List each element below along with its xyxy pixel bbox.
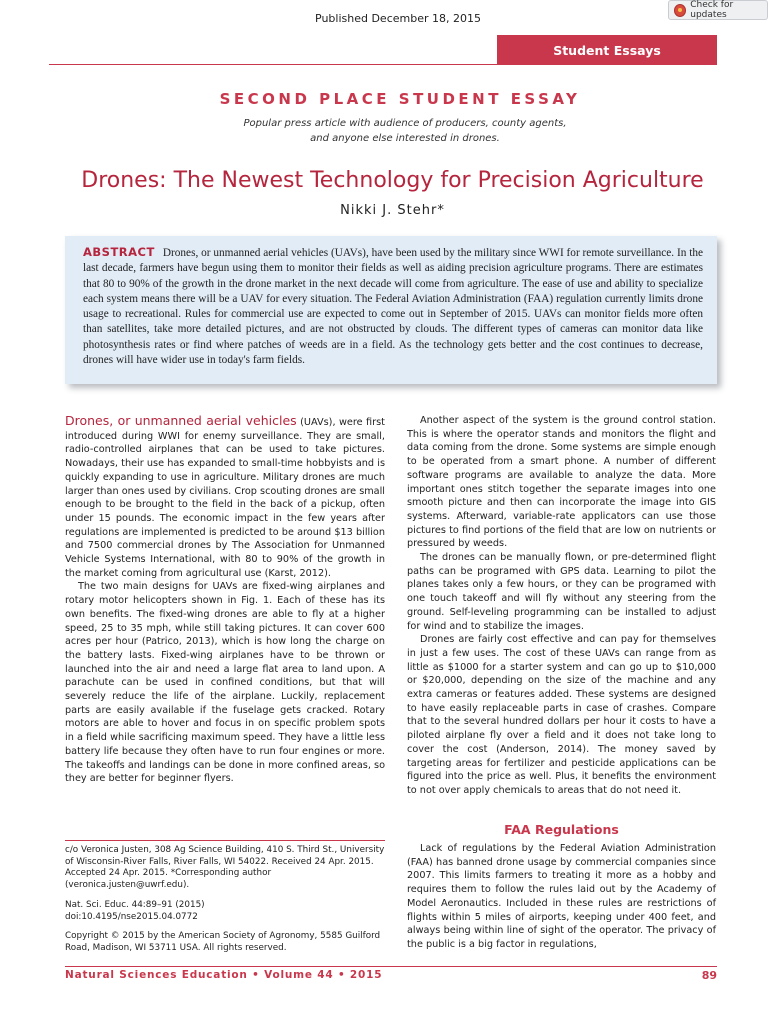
paragraph: Another aspect of the system is the ground control station. This is where the operator stands and monitors the flight and data coming from the drone. Some systems are simple enough to be operated from a smart phone. A number of different software programs are available to analyze the data. More important ones stitch together the separate images into one smooth picture and then can incorporate the image into GIS systems. Afterward, variable-rate applicators can use those pictures to find portions of the field that are low on nutrients or pressured by weeds.	[407, 415, 716, 550]
abstract	[83, 245, 703, 368]
abstract-text: Drones, or unmanned aerial vehicles (UAVs), have been used by the military since WWI for remote surveillance. In the last decade, farmers have begun using them to monitor their fields as well as aiding precision agriculture programs. There are estimates that 80 to 90% of the growth in the drone market in the next decade will come from agriculture. The ease of use and ability to specialize each system means there will be a UAV for every situation. The Federal Aviation Administration (FAA) regulation currently limits drone usage to recreational. Rules for commercial use are expected to come out in September of 2015. UAVs can monitor fields more often than satellites, take more detailed pictures, and are not obstructed by clouds. The different types of cameras can monitor data like photosynthesis rates or find where patches of weeds are in a field. As the technology gets better and the cost continues to decrease, drones will have wider use in today's farm fields.	[83, 247, 703, 367]
paragraph: Drones are fairly cost effective and can pay for themselves in just a few uses. The cost of these UAVs can range from as little as $1000 for a starter system and can go up to $10,000 or $20,000, depending on the size of the machine and any extra cameras or features added. These systems are designed to have easily replaceable parts in case of crashes. Compare that to the several hundred dollars per hour it costs to have a piloted airplane fly over a field and it does not take long to cover the cost (Anderson, 2014). The money saved by targeting areas for fertilizer and pesticide applications can be figured into the price as well. Plus, it benefits the environment to not over apply chemicals to areas that do not need it.	[407, 634, 716, 796]
essay-place-title: SECOND PLACE STUDENT ESSAY	[219, 90, 581, 108]
page-number: 89	[701, 969, 717, 982]
section-heading: FAA Regulations	[504, 822, 619, 837]
copyright: Copyright © 2015 by the American Society of Agronomy, 5585 Guilford Road, Madison, WI 53711 USA. All rights reserved.	[65, 931, 381, 953]
left-column	[65, 414, 385, 786]
section-banner: Student Essays	[497, 35, 717, 65]
doi: doi:10.4195/nse2015.04.0772	[65, 911, 198, 922]
footer-rule	[65, 966, 717, 967]
paragraph: The two main designs for UAVs are fixed-wing airplanes and rotary motor helicopters shown in Fig. 1. Each of these has its own benefits. The fixed-wing drones are able to fly at a higher speed, 25 to 35 mph, while still taking pictures. It can cover 600 acres per hour (Patrico, 2013), which is how long the charge on the battery lasts. Fixed-wing airplanes have to be thrown or launched into the air and need a large flat area to land upon. A parachute can be used in confined conditions, but that will severely reduce the life of the airplane. Luckily, replacement parts are easily available if the fuselage gets cracked. Rotary motors are able to hover and focus in on specific problem spots in a field while sacrificing maximum speed. They have a little less battery life because they often have to run four engines or more. The takeoffs and landings can be done in more confined areas, so they are better for beginner flyers.	[65, 581, 385, 785]
article-author: Nikki J. Stehr*	[340, 203, 445, 218]
right-column	[407, 414, 716, 798]
journal-footer: Natural Sciences Education • Volume 44 • 2015	[65, 969, 383, 981]
paragraph: (UAVs), were first introduced during WWI for enemy surveillance. They are small, radio-controlled airplanes that can be used to take pictures. Nowadays, their use has expanded to small-time hobbyists and is quickly expanding to use in agriculture. Military drones are much larger than ones used by civilians. Crop scouting drones are small enough to be brought to the field in the back of a pickup, often under 15 pounds. The economic impact in the few years after regulations are implemented is predicted to be around $13 billion and 7500 commercial drones by The Association for Unmanned Vehicle Systems International, with 80 to 90% of the growth in the market coming from agricultural use (Karst, 2012).	[65, 417, 385, 579]
right-column-continued	[407, 842, 716, 952]
article-title: Drones: The Newest Technology for Precision Agriculture	[81, 168, 704, 193]
header-rule	[49, 64, 717, 65]
check-for-updates-label: Check for updates	[690, 0, 734, 20]
published-date: Published December 18, 2015	[315, 12, 481, 25]
check-for-updates-button[interactable]	[668, 0, 768, 20]
abstract-label: ABSTRACT	[83, 245, 155, 259]
crossmark-icon	[674, 4, 686, 17]
paragraph: Lack of regulations by the Federal Aviation Administration (FAA) has banned drone usage by commercial companies since 2007. This limits farmers to treating it more as a hobby and requires them to follow the rules laid out by the Academy of Model Aeronautics. Included in these rules are restrictions of flights within 5 miles of airports, keeping under 400 feet, and always being within line of sight of the operator. The privacy of the public is a big factor in regulations,	[407, 843, 716, 950]
footnotes	[65, 845, 385, 963]
essay-subtitle: Popular press article with audience of producers, county agents, and anyone else interested in drones.	[243, 118, 567, 144]
paragraph: The drones can be manually flown, or pre-determined flight paths can be programed with GPS data. Learning to pilot the planes takes only a few hours, or they can be programed with one touch takeoff and will fly without any steering from the ground. Self-leveling programming can be installed to adjust for wind and to stabilize the images.	[407, 552, 716, 632]
author-address: c/o Veronica Justen, 308 Ag Science Building, 410 S. Third St., University of Wisconsin-River Falls, River Falls, WI 54022. Received 24 Apr. 2015. Accepted 24 Apr. 2015. *Corresponding author (veronica.justen@uwrf.edu).	[65, 845, 385, 891]
citation	[65, 900, 385, 923]
lead-in: Drones, or unmanned aerial vehicles	[65, 413, 297, 428]
footnote-rule	[65, 840, 385, 841]
citation-line: Nat. Sci. Educ. 44:89–91 (2015)	[65, 899, 205, 910]
